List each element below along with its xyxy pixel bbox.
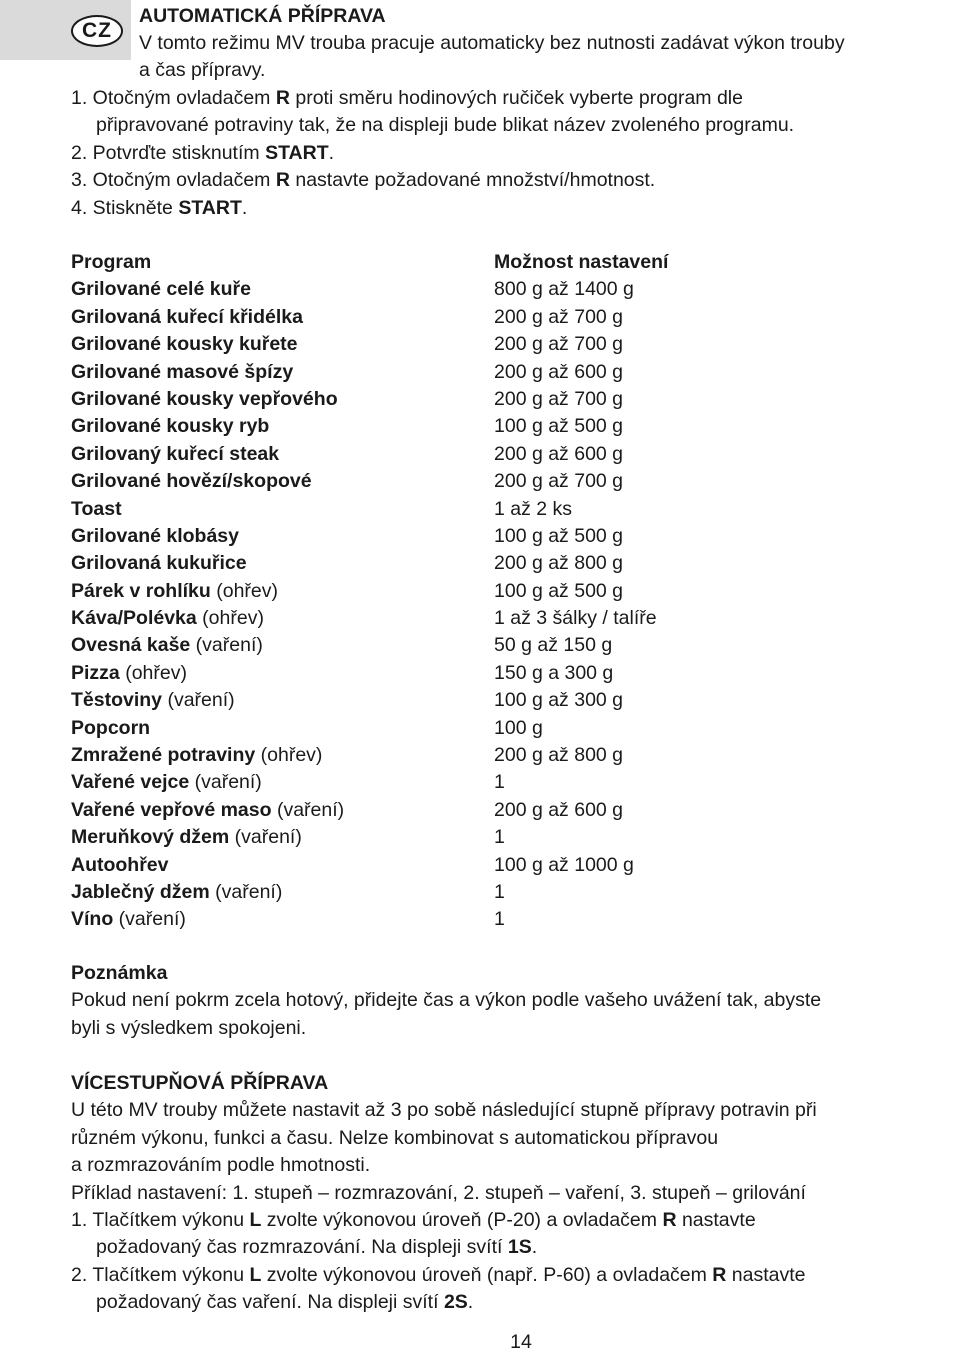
option-cell: 100 g: [494, 716, 543, 739]
multistage-line: různém výkonu, funkci a času. Nelze kombinovat s automatickou přípravou: [71, 1126, 719, 1149]
program-name: Grilované masové špízy: [71, 360, 294, 383]
table-row: [71, 632, 871, 659]
program-cell: [71, 276, 251, 303]
table-row: [71, 852, 871, 879]
option-cell: 50 g až 150 g: [494, 634, 613, 657]
multistage-example: Příklad nastavení: 1. stupeň – rozmrazování, 2. stupeň – vaření, 3. stupeň – grilování: [71, 1181, 806, 1204]
program-mode: (vaření): [229, 826, 302, 849]
note-section: [71, 960, 821, 1042]
program-mode: (vaření): [189, 771, 262, 794]
table-row: [71, 605, 871, 632]
option-cell: 200 g až 600 g: [494, 442, 624, 465]
table-row: [71, 824, 871, 851]
program-mode: (vaření): [162, 689, 235, 712]
multistage-step-1-continued: požadovaný čas rozmrazování. Na displeji svítí 1S.: [96, 1236, 538, 1259]
program-cell: [71, 632, 263, 659]
table-row: [71, 331, 871, 358]
program-mode: (ohřev): [255, 744, 323, 767]
column-header-option: Možnost nastavení: [494, 251, 669, 273]
table-row: [71, 906, 871, 933]
note-line: Pokud není pokrm zcela hotový, přidejte čas a výkon podle vašeho uvážení tak, abyste: [71, 989, 822, 1012]
program-mode: (vaření): [113, 908, 186, 931]
program-name: Pizza: [71, 661, 120, 684]
table-header: [71, 249, 871, 276]
option-cell: 200 g až 700 g: [494, 305, 624, 328]
option-cell: 1: [494, 826, 505, 849]
option-cell: 200 g až 800 g: [494, 744, 624, 767]
option-cell: 200 g až 800 g: [494, 552, 624, 575]
option-cell: 100 g až 500 g: [494, 524, 624, 547]
language-badge: CZ: [71, 15, 123, 47]
program-cell: [71, 742, 322, 769]
table-row: [71, 304, 871, 331]
option-cell: 800 g až 1400 g: [494, 278, 634, 301]
program-name: Jablečný džem: [71, 880, 210, 903]
table-row: [71, 578, 871, 605]
program-mode: (vaření): [271, 798, 345, 821]
page-number: 14: [510, 1331, 532, 1353]
table-row: [71, 359, 871, 386]
program-name: Grilované kousky vepřového: [71, 387, 338, 410]
program-name: Grilované celé kuře: [71, 278, 251, 301]
program-name: Grilovaný kuřecí steak: [71, 442, 280, 465]
program-name: Zmražené potraviny: [71, 744, 256, 767]
table-row: [71, 413, 871, 440]
program-table: [71, 249, 871, 934]
program-cell: [71, 769, 262, 796]
program-name: Autoohřev: [71, 853, 169, 876]
option-cell: 100 g až 500 g: [494, 579, 624, 602]
option-cell: 200 g až 600 g: [494, 360, 624, 383]
program-cell: [71, 331, 298, 358]
program-cell: [71, 413, 269, 440]
multistage-section: [71, 1070, 817, 1317]
option-cell: 1 až 3 šálky / talíře: [494, 607, 657, 630]
program-cell: [71, 660, 187, 687]
step-4: 4. Stiskněte START.: [71, 196, 248, 219]
program-cell: [71, 550, 247, 577]
program-cell: [71, 578, 278, 605]
table-row: [71, 769, 871, 796]
program-mode: (vaření): [190, 634, 263, 657]
step-2: 2. Potvrďte stisknutím START.: [71, 141, 335, 164]
program-name: Káva/Polévka: [71, 607, 197, 630]
option-cell: 1 až 2 ks: [494, 497, 573, 520]
program-cell: [71, 496, 122, 523]
program-cell: [71, 906, 186, 933]
program-cell: [71, 852, 169, 879]
program-name: Těstoviny: [71, 689, 163, 712]
program-name: Vařené vepřové maso: [71, 798, 272, 821]
option-cell: 1: [494, 771, 505, 794]
program-cell: [71, 441, 279, 468]
program-name: Víno: [71, 908, 114, 931]
program-name: Grilované hovězí/skopové: [71, 470, 312, 493]
table-row: [71, 687, 871, 714]
step-1-continued: připravované potraviny tak, že na displeji bude blikat název zvoleného programu.: [96, 114, 795, 137]
multistage-step-2-continued: požadovaný čas vaření. Na displeji svítí 2S.: [96, 1291, 474, 1314]
table-row: [71, 879, 871, 906]
table-row: [71, 742, 871, 769]
table-body: [71, 276, 871, 933]
table-row: [71, 386, 871, 413]
program-name: Popcorn: [71, 716, 151, 739]
automatic-steps: [71, 85, 794, 222]
intro-line: V tomto režimu MV trouba pracuje automaticky bez nutnosti zadávat výkon trouby: [139, 32, 845, 54]
section-title-multistage: VÍCESTUPŇOVÁ PŘÍPRAVA: [71, 1072, 329, 1094]
note-title: Poznámka: [71, 962, 168, 984]
table-row: [71, 441, 871, 468]
option-cell: 150 g a 300 g: [494, 661, 614, 684]
step-1: 1. Otočným ovladačem R proti směru hodinových ručiček vyberte program dle: [71, 87, 743, 109]
section-title-automatic: AUTOMATICKÁ PŘÍPRAVA: [139, 5, 386, 27]
program-name: Párek v rohlíku: [71, 579, 211, 602]
multistage-line: a rozmrazováním podle hmotnosti.: [71, 1154, 371, 1177]
program-mode: (ohřev): [210, 579, 279, 602]
multistage-line: U této MV trouby můžete nastavit až 3 po sobě následující stupně přípravy potravin při: [71, 1099, 817, 1122]
program-cell: [71, 468, 312, 495]
program-cell: [71, 687, 235, 714]
program-name: Grilované kousky ryb: [71, 415, 270, 438]
program-name: Grilovaná kukuřice: [71, 552, 247, 575]
option-cell: 100 g až 1000 g: [494, 853, 634, 876]
automatic-intro: [139, 30, 845, 85]
option-cell: 1: [494, 908, 505, 931]
language-tab: [0, 0, 131, 60]
note-line: byli s výsledkem spokojeni.: [71, 1016, 307, 1039]
table-row: [71, 523, 871, 550]
program-cell: [71, 523, 239, 550]
program-name: Grilovaná kuřecí křidélka: [71, 305, 303, 328]
intro-line: a čas přípravy.: [139, 59, 266, 82]
table-row: [71, 660, 871, 687]
table-row: [71, 496, 871, 523]
option-cell: 100 g až 300 g: [494, 689, 624, 712]
table-row: [71, 468, 871, 495]
program-name: Vařené vejce: [71, 771, 190, 794]
column-header-program: Program: [71, 251, 152, 273]
step-3: 3. Otočným ovladačem R nastavte požadované množství/hmotnost.: [71, 169, 656, 192]
program-cell: [71, 386, 338, 413]
program-name: Toast: [71, 497, 122, 520]
program-name: Grilované kousky kuřete: [71, 333, 298, 356]
table-row: [71, 276, 871, 303]
program-cell: [71, 715, 150, 742]
program-cell: [71, 605, 264, 632]
option-cell: 100 g až 500 g: [494, 415, 624, 438]
program-mode: (ohřev): [119, 661, 187, 684]
option-cell: 1: [494, 880, 505, 903]
program-name: Meruňkový džem: [71, 826, 230, 849]
program-mode: (vaření): [209, 880, 283, 903]
program-cell: [71, 304, 303, 331]
table-row: [71, 715, 871, 742]
table-row: [71, 550, 871, 577]
program-cell: [71, 824, 302, 851]
option-cell: 200 g až 700 g: [494, 470, 624, 493]
option-cell: 200 g až 700 g: [494, 333, 624, 356]
program-cell: [71, 879, 282, 906]
multistage-step-2: 2. Tlačítkem výkonu L zvolte výkonovou úroveň (např. P-60) a ovladačem R nastavte: [71, 1263, 806, 1286]
table-row: [71, 797, 871, 824]
program-name: Ovesná kaše: [71, 634, 191, 657]
program-name: Grilované klobásy: [71, 524, 239, 547]
program-cell: [71, 359, 293, 386]
multistage-step-1: 1. Tlačítkem výkonu L zvolte výkonovou úroveň (P-20) a ovladačem R nastavte: [71, 1209, 756, 1232]
option-cell: 200 g až 600 g: [494, 798, 624, 821]
option-cell: 200 g až 700 g: [494, 387, 624, 410]
program-mode: (ohřev): [196, 607, 264, 630]
program-cell: [71, 797, 344, 824]
